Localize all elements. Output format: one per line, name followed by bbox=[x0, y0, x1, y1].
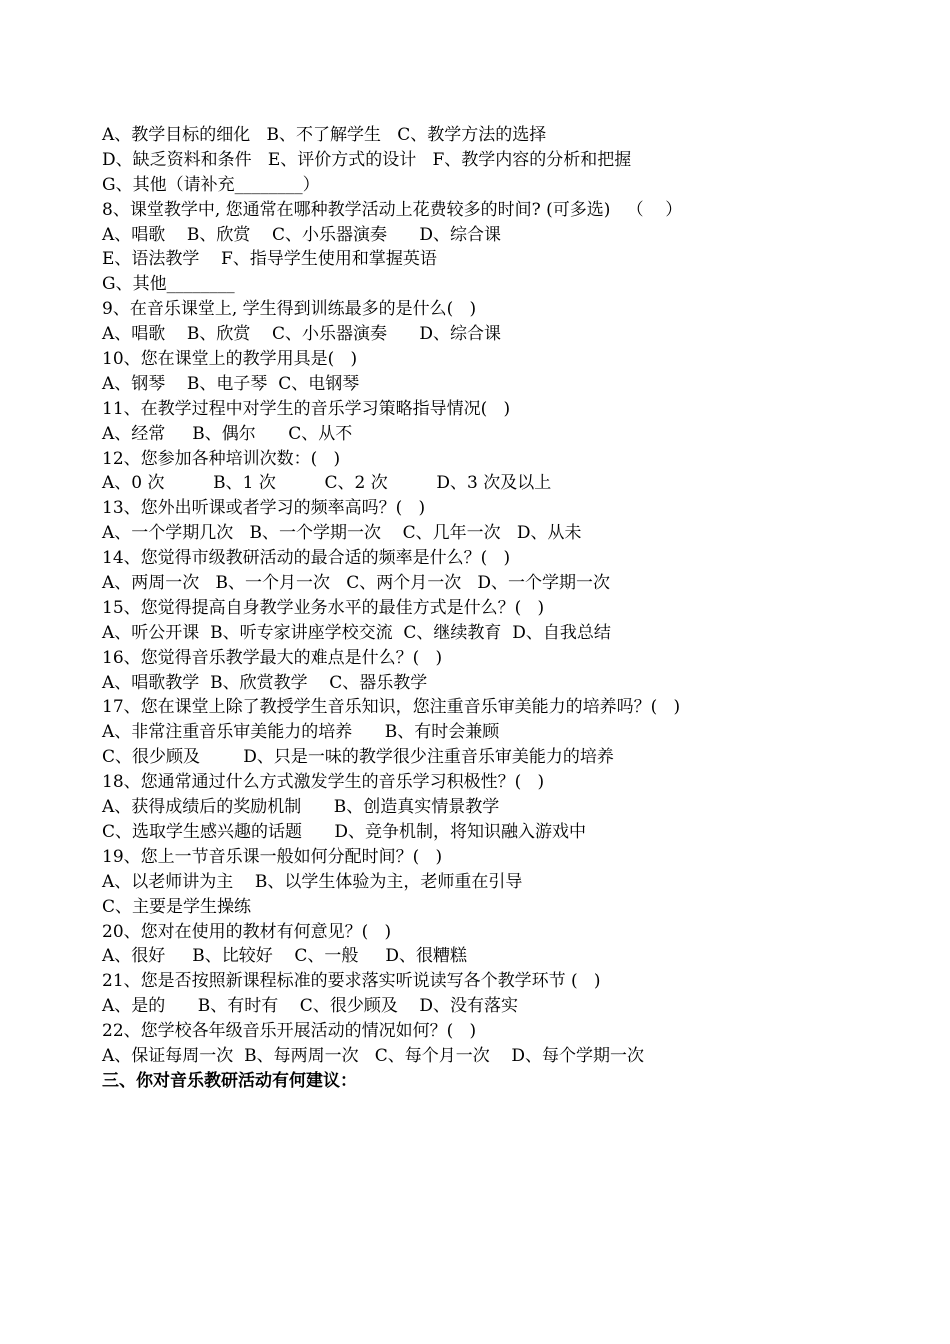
document-page bbox=[102, 123, 902, 1094]
text-line: 14、您觉得市级教研活动的最合适的频率是什么？( ) bbox=[102, 548, 511, 569]
text-line: E、语法教学 F、指导学生使用和掌握英语 bbox=[102, 249, 437, 270]
section-heading: 三、你对音乐教研活动有何建议： bbox=[102, 1070, 357, 1091]
text-line: 15、您觉得提高自身教学业务水平的最佳方式是什么？( ) bbox=[102, 597, 545, 618]
text-line: A、以老师讲为主 B、以学生体验为主，老师重在引导 bbox=[102, 871, 523, 892]
text-line: A、教学目标的细化 B、不了解学生 C、教学方法的选择 bbox=[102, 125, 547, 145]
text-line: 18、您通常通过什么方式激发学生的音乐学习积极性？( ) bbox=[102, 772, 545, 793]
text-line: A、唱歌教学 B、欣赏教学 C、器乐教学 bbox=[102, 672, 428, 693]
text-line: 13、您外出听课或者学习的频率高吗？( ) bbox=[102, 498, 426, 519]
text-line: A、两周一次 B、一个月一次 C、两个月一次 D、一个学期一次 bbox=[102, 573, 611, 594]
text-line: 19、您上一节音乐课一般如何分配时间？( ) bbox=[102, 846, 443, 867]
text-line: A、0 次 B、1 次 C、2 次 D、3 次及以上 bbox=[102, 473, 552, 494]
text-line: A、非常注重音乐审美能力的培养 B、有时会兼顾 bbox=[102, 722, 500, 743]
text-line: A、一个学期几次 B、一个学期一次 C、几年一次 D、从未 bbox=[102, 523, 582, 544]
text-line: 12、您参加各种培训次数：( ) bbox=[102, 448, 341, 469]
text-line: 22、您学校各年级音乐开展活动的情况如何？( ) bbox=[102, 1021, 477, 1042]
text-line: 11、在教学过程中对学生的音乐学习策略指导情况( ) bbox=[102, 398, 511, 419]
text-line: A、保证每周一次 B、每两周一次 C、每个月一次 D、每个学期一次 bbox=[102, 1045, 645, 1066]
text-line: 21、您是否按照新课程标准的要求落实听说读写各个教学环节 ( ) bbox=[102, 971, 601, 992]
text-line: A、听公开课 B、听专家讲座学校交流 C、继续教育 D、自我总结 bbox=[102, 622, 611, 643]
text-line: G、其他________ bbox=[102, 274, 235, 295]
text-line: 9、在音乐课堂上, 学生得到训练最多的是什么( ) bbox=[102, 299, 477, 320]
text-line: C、选取学生感兴趣的话题 D、竞争机制，将知识融入游戏中 bbox=[102, 821, 587, 842]
text-line: A、是的 B、有时有 C、很少顾及 D、没有落实 bbox=[102, 996, 519, 1017]
text-line: A、唱歌 B、欣赏 C、小乐器演奏 D、综合课 bbox=[102, 224, 502, 245]
text-line: A、获得成绩后的奖励机制 B、创造真实情景教学 bbox=[102, 797, 500, 818]
text-line: C、主要是学生操练 bbox=[102, 896, 252, 917]
text-line: D、缺乏资料和条件 E、评价方式的设计 F、教学内容的分析和把握 bbox=[102, 149, 632, 170]
text-line: 20、您对在使用的教材有何意见？( ) bbox=[102, 921, 392, 942]
text-line: A、唱歌 B、欣赏 C、小乐器演奏 D、综合课 bbox=[102, 324, 502, 345]
text-line: G、其他（请补充________） bbox=[102, 174, 320, 195]
text-line: 17、您在课堂上除了教授学生音乐知识，您注重音乐审美能力的培养吗？( ) bbox=[102, 697, 681, 718]
text-line: A、很好 B、比较好 C、一般 D、很糟糕 bbox=[102, 946, 468, 967]
text-line: 16、您觉得音乐教学最大的难点是什么？( ) bbox=[102, 647, 443, 668]
text-line: C、很少顾及 D、只是一味的教学很少注重音乐审美能力的培养 bbox=[102, 747, 614, 768]
text-line: A、经常 B、偶尔 C、从不 bbox=[102, 423, 353, 444]
text-line: 8、课堂教学中, 您通常在哪种教学活动上花费较多的时间? (可多选) （ ） bbox=[102, 199, 683, 220]
text-line: 10、您在课堂上的教学用具是( ) bbox=[102, 349, 358, 370]
text-line: A、钢琴 B、电子琴 C、电钢琴 bbox=[102, 373, 360, 394]
